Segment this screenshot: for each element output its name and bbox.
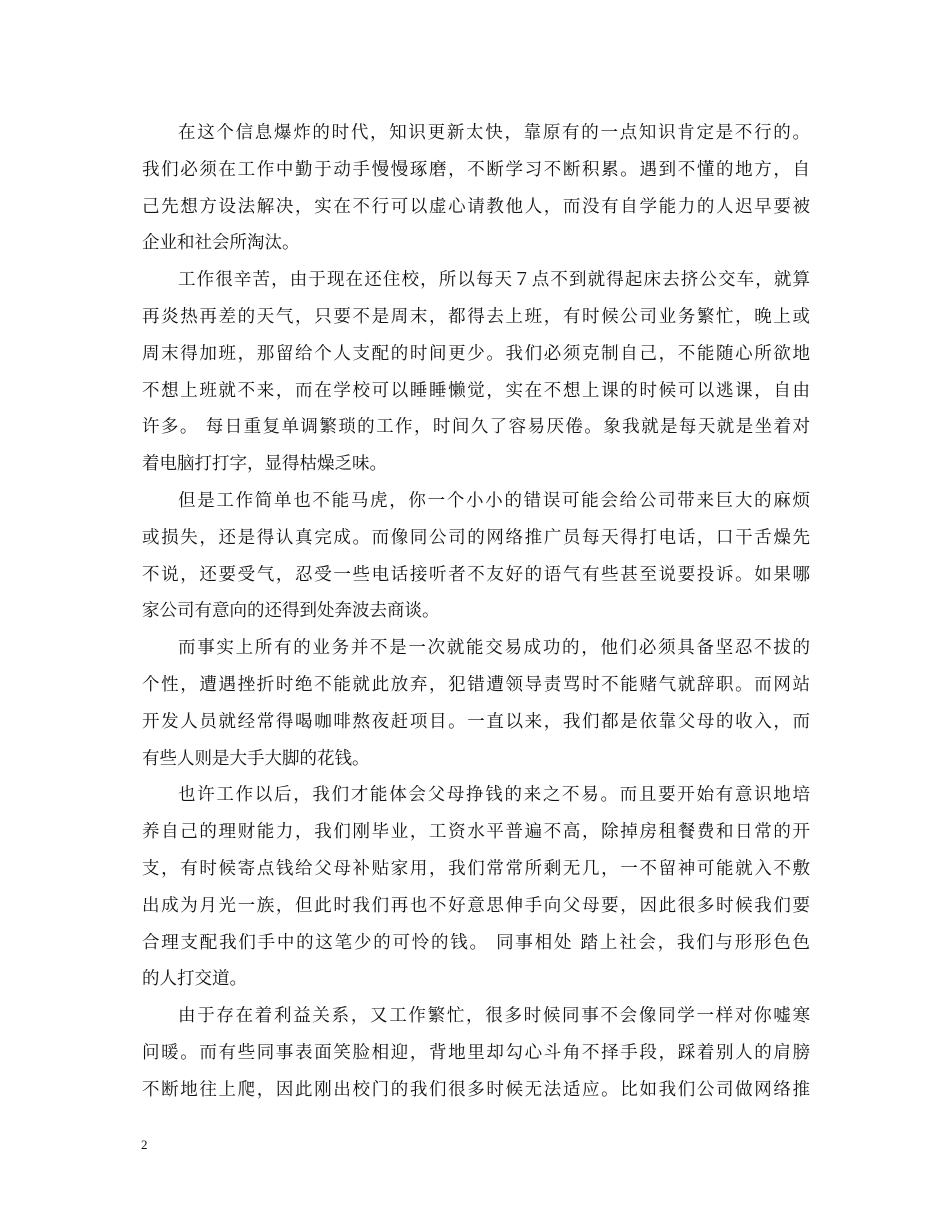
text-line: 在这个信息爆炸的时代，知识更新太快，靠原有的一点知识肯定是不行的。 xyxy=(178,123,810,143)
text-line: 养自己的理财能力，我们刚毕业，工资水平普遍不高，除掉房租餐费和日常的开 xyxy=(142,822,810,843)
text-line: 支，有时候寄点钱给父母补贴家用，我们常常所剩无几，一不留神可能就入不敷 xyxy=(142,858,810,879)
text-line: 有些人则是大手大脚的花钱。 xyxy=(142,748,370,769)
text-line: 个性，遭遇挫折时绝不能就此放弃，犯错遭领导责骂时不能赌气就辞职。而网站 xyxy=(142,674,810,695)
text-line: 许多。 每日重复单调繁琐的工作，时间久了容易厌倦。象我就是每天就是坐着对 xyxy=(142,417,810,438)
text-line: 由于存在着利益关系，又工作繁忙，很多时候同事不会像同学一样对你嘘寒 xyxy=(178,1006,810,1027)
text-line: 周末得加班，那留给个人支配的时间更少。我们必须克制自己，不能随心所欲地 xyxy=(142,343,810,364)
page-number: 2 xyxy=(141,1137,148,1152)
text-line: 企业和社会所淘汰。 xyxy=(142,233,300,254)
text-line: 工作很辛苦，由于现在还住校，所以每天７点不到就得起床去挤公交车，就算 xyxy=(178,270,810,291)
text-line: 合理支配我们手中的这笔少的可怜的钱。 同事相处 踏上社会，我们与形形色色 xyxy=(142,932,810,953)
text-line: 开发人员就经常得喝咖啡熬夜赶项目。一直以来，我们都是依靠父母的收入，而 xyxy=(142,711,810,732)
text-line: 我们必须在工作中勤于动手慢慢琢磨，不断学习不断积累。遇到不懂的地方，自 xyxy=(142,159,810,180)
text-line: 己先想方设法解决，实在不行可以虚心请教他人，而没有自学能力的人迟早要被 xyxy=(142,196,810,217)
text-line: 但是工作简单也不能马虎，你一个小小的错误可能会给公司带来巨大的麻烦 xyxy=(178,490,810,511)
text-line: 或损失，还是得认真完成。而像同公司的网络推广员每天得打电话，口干舌燥先 xyxy=(142,527,810,548)
body-text xyxy=(142,115,810,1109)
text-line: 出成为月光一族，但此时我们再也不好意思伸手向父母要，因此很多时候我们要 xyxy=(142,895,810,916)
text-line: 不想上班就不来，而在学校可以睡睡懒觉，实在不想上课的时候可以逃课，自由 xyxy=(142,380,810,401)
text-line: 不说，还要受气，忍受一些电话接听者不友好的语气有些甚至说要投诉。如果哪 xyxy=(142,564,810,585)
text-line: 问暖。而有些同事表面笑脸相迎，背地里却勾心斗角不择手段，踩着别人的肩膀 xyxy=(142,1042,810,1063)
text-line: 也许工作以后，我们才能体会父母挣钱的来之不易。而且要开始有意识地培 xyxy=(178,785,810,806)
text-line: 的人打交道。 xyxy=(142,969,247,990)
text-line: 家公司有意向的还得到处奔波去商谈。 xyxy=(142,601,440,622)
text-line: 不断地往上爬，因此刚出校门的我们很多时候无法适应。比如我们公司做网络推 xyxy=(142,1079,810,1100)
text-line: 着电脑打打字，显得枯燥乏味。 xyxy=(142,454,387,475)
text-line: 而事实上所有的业务并不是一次就能交易成功的，他们必须具备坚忍不拔的 xyxy=(178,638,810,659)
text-line: 再炎热再差的天气，只要不是周末，都得去上班，有时候公司业务繁忙，晚上或 xyxy=(142,306,810,327)
